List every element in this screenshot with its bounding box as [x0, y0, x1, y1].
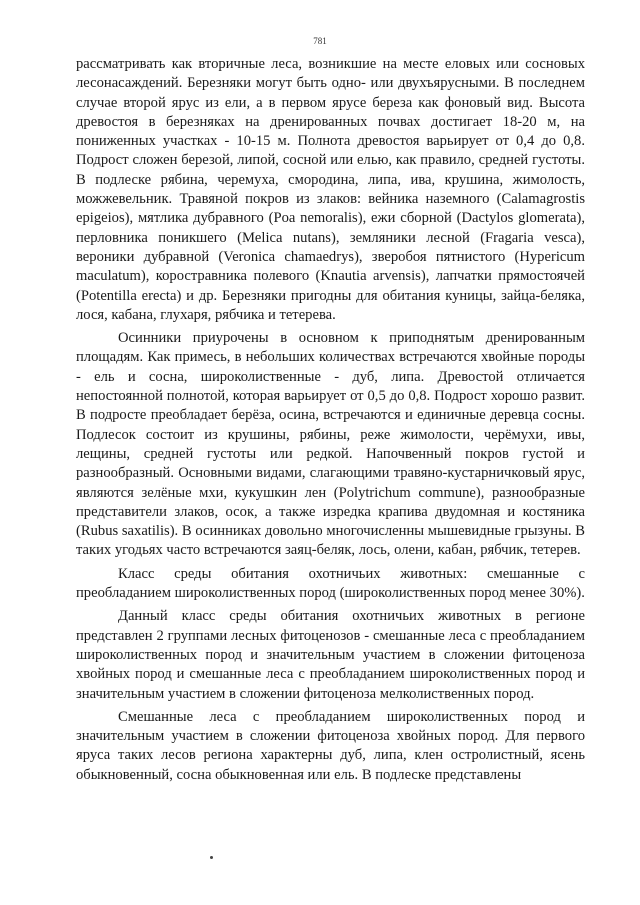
stray-mark: [210, 856, 213, 859]
paragraph-habitat-class: Класс среды обитания охотничьих животных: смешанные с преобладанием широколиственных пород (широколиственных пород менее 30%).: [76, 565, 585, 602]
paragraph-mixed-forests: Смешанные леса с преобладанием широколиственных пород и значительным участием в сложении фитоценоза хвойных пород. Для первого яруса таких лесов региона характерны дуб, липа, клен остролистный, ясень обыкновенный, сосна обыкновенная или ель. В подлеске представлены: [76, 708, 585, 783]
paragraph-birch-forests: рассматривать как вторичные леса, возникшие на месте еловых или сосновых лесонасаждений. Березняки могут быть одно- или двухъярусными. В последнем случае второй ярус из ели, а в первом ярусе береза как фоновый вид. Высота древостоя в березняках на дренированных почвах достигает 18-20 м, на пониженных участках - 10-15 м. Полнота древостоя варьирует от 0,4 до 0,8. Подрост сложен березой, липой, сосной или елью, как правило, средней густоты. В подлеске рябина, черемуха, смородина, липа, ива, крушина, жимолость, можжевельник. Травяной покров из злаков: вейника наземного (Calamagrostis epigeios), мятлика дубравного (Poa nemoralis), ежи сборной (Dactylos glomerata), перловника поникшего (Melica nutans), земляники лесной (Fragaria vesca), вероники дубравной (Veronica chamaedrys), зверобоя пятнистого (Hypericum maculatum), коростравника полевого (Knautia arvensis), лапчатки прямостоячей (Potentilla erecta) и др. Березняки пригодны для обитания куницы, зайца-беляка, лося, кабана, глухаря, рябчика и тетерева.: [76, 56, 585, 323]
page-number: 781: [313, 36, 327, 46]
paragraph-aspen-forests: Осинники приурочены в основном к приподнятым дренированным площадям. Как примесь, в небольших количествах встречаются хвойные породы - ель и сосна, широколиственные - дуб, липа. Древостой отличается непостоянной полнотой, которая варьирует от 0,5 до 0,8. Подрост хорошо развит. В подросте преобладает берёза, осина, встречаются и единичные деревца сосны. Подлесок состоит из крушины, рябины, реже жимолости, черёмухи, ивы, лещины, средней густоты или редкой. Напочвенный покров густой и разнообразный. Основными видами, слагающими травяно-кустарничковый ярус, являются зелёные мхи, кукушкин лен (Polytrichum commune), разнообразные представители злаков, осок, а также изредка крапива двудомная и костяника (Rubus saxatilis). В осинниках довольно многочисленны мышевидные грызуны. В таких угодьях часто встречаются заяц-беляк, лось, олени, кабан, рябчик, тетерев.: [76, 330, 585, 559]
body-text: [76, 55, 585, 789]
paragraph-habitat-groups: Данный класс среды обитания охотничьих животных в регионе представлен 2 группами лесных фитоценозов - смешанные леса с преобладанием широколиственных пород и значительным участием в сложении фитоценоза хвойных пород и смешанные леса с преобладанием широколиственных пород и значительным участием в сложении фитоценоза мелколиственных пород.: [76, 608, 585, 702]
